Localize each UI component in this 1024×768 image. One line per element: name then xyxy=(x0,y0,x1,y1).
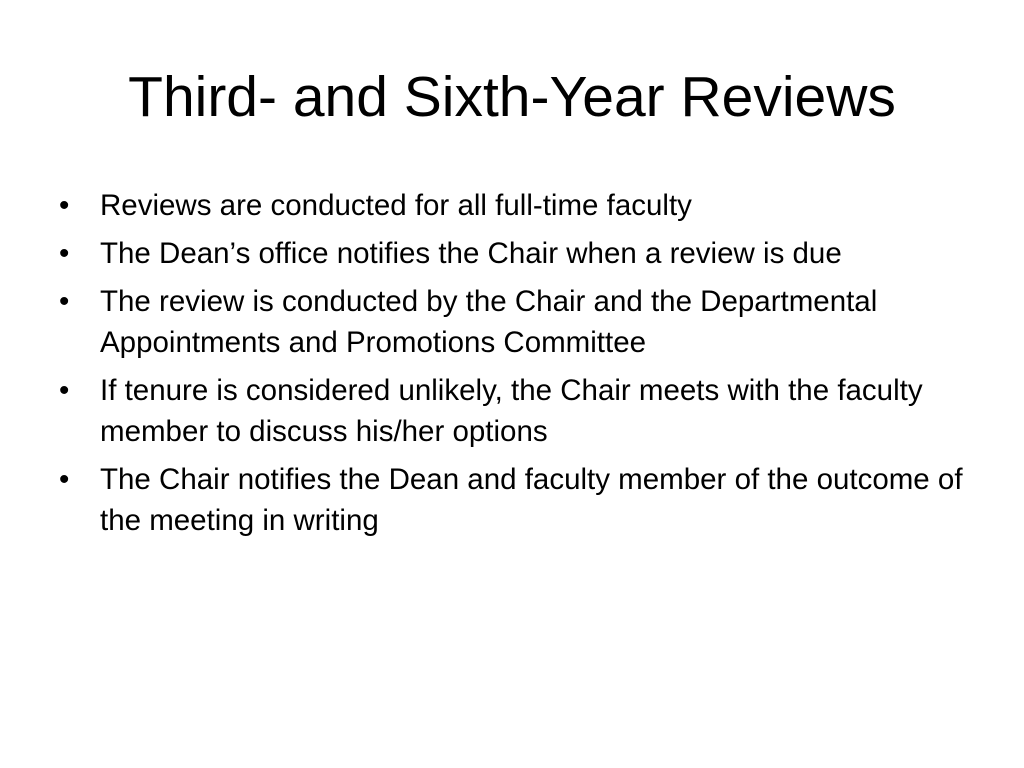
bullet-item xyxy=(56,281,976,363)
bullet-icon: • xyxy=(59,189,70,222)
bullet-icon: • xyxy=(59,374,70,407)
bullet-icon: • xyxy=(59,285,70,318)
bullet-icon: • xyxy=(59,463,70,496)
bullet-icon: • xyxy=(59,237,70,270)
bullet-item xyxy=(56,370,976,452)
slide-title: Third- and Sixth-Year Reviews xyxy=(128,65,896,129)
bullet-text: The Dean’s office notifies the Chair when a review is due xyxy=(100,237,842,270)
bullet-item xyxy=(56,185,976,226)
bullet-list xyxy=(56,185,976,548)
bullet-text: The Chair notifies the Dean and faculty member of the outcome of the meeting in writing xyxy=(100,463,963,537)
bullet-item xyxy=(56,459,976,541)
bullet-item xyxy=(56,233,976,274)
bullet-text: Reviews are conducted for all full-time faculty xyxy=(100,189,692,222)
bullet-text: If tenure is considered unlikely, the Chair meets with the faculty member to discuss his/her options xyxy=(100,374,923,448)
bullet-text: The review is conducted by the Chair and the Departmental Appointments and Promotions Committee xyxy=(100,285,878,359)
